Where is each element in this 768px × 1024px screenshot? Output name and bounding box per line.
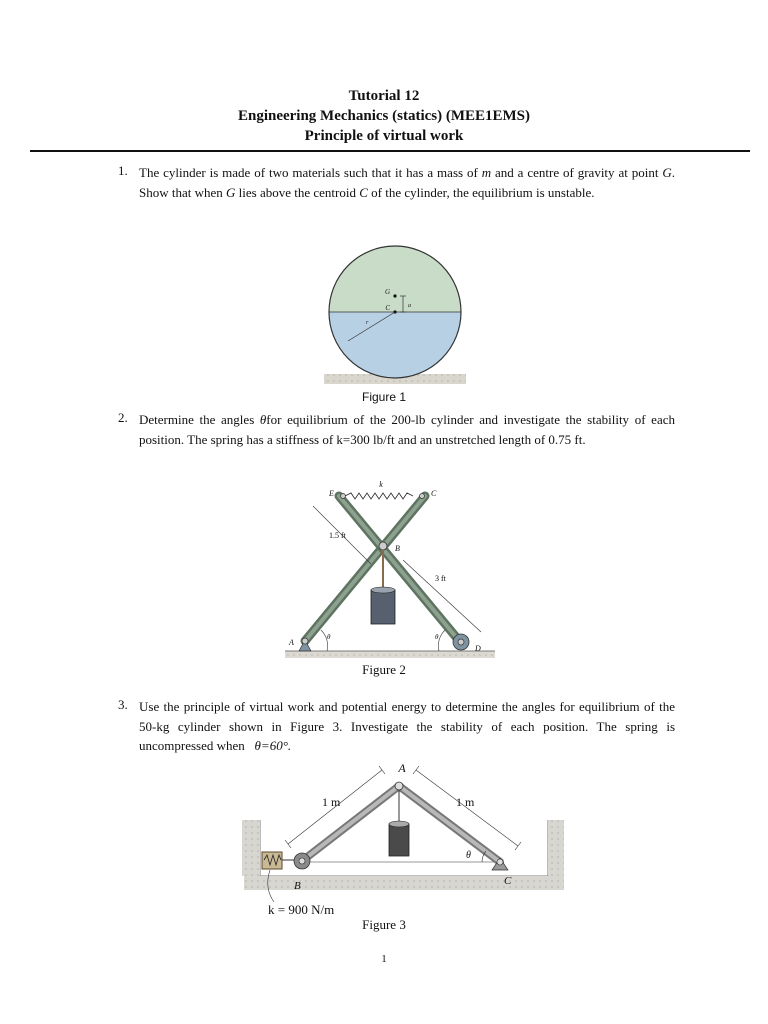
tutorial-title: Tutorial 12 bbox=[348, 88, 420, 104]
figure-2-caption: Figure 2 bbox=[362, 662, 406, 677]
q1-text: The cylinder is made of two materials such that it has a mass of m and a centre of gravity at point G. Show that when G lies above the centroid C of the cylinder, the equilibrium is unstable. bbox=[139, 165, 675, 200]
label-c: C bbox=[504, 875, 512, 887]
label-g: G bbox=[384, 288, 390, 296]
figure-1-caption: Figure 1 bbox=[361, 390, 407, 404]
label-spring-k: k = 900 N/m bbox=[268, 902, 335, 917]
label-e: E bbox=[329, 489, 334, 498]
label-theta-left: θ bbox=[327, 633, 331, 641]
q3-number: 3. bbox=[118, 697, 128, 712]
label-a: A bbox=[398, 761, 406, 775]
q3-text: Use the principle of virtual work and potential energy to determine the angles for equilibrium of the 50-kg cylinder shown in Figure 3. Investigate the stability of each position. The spring is uncompressed when θ=60°. bbox=[139, 699, 675, 753]
q2-text: Determine the angles θfor equilibrium of the 200-lb cylinder and investigate the stability of each position. The spring has a stiffness of k=300 lb/ft and an unstretched length of 0.75 ft. bbox=[139, 412, 675, 447]
label-r: r bbox=[366, 320, 369, 326]
label-c: C bbox=[385, 304, 390, 312]
topic-title: Principle of virtual work bbox=[304, 128, 464, 144]
label-theta: θ bbox=[466, 850, 471, 861]
label-1m-right: 1 m bbox=[456, 795, 475, 809]
label-k: k bbox=[379, 480, 383, 489]
figure-2-frame bbox=[285, 478, 505, 660]
label-b: B bbox=[395, 544, 400, 553]
figure-1-cylinder bbox=[320, 246, 470, 386]
label-a: a bbox=[408, 303, 411, 309]
q2-number: 2. bbox=[118, 410, 128, 425]
cylinder-weight bbox=[389, 824, 409, 856]
label-a: A bbox=[289, 638, 294, 647]
label-3-ft: 3 ft bbox=[435, 574, 446, 583]
figure-3-caption: Figure 3 bbox=[362, 917, 406, 932]
figure-3-frame bbox=[238, 758, 570, 918]
course-title: Engineering Mechanics (statics) (MEE1EMS) bbox=[237, 108, 531, 124]
page-number: 1 bbox=[381, 953, 387, 965]
cylinder-weight bbox=[371, 590, 395, 624]
label-b: B bbox=[294, 880, 301, 892]
label-theta-right: θ bbox=[435, 633, 439, 641]
label-1m-left: 1 m bbox=[322, 795, 341, 809]
pin-a bbox=[395, 782, 403, 790]
label-d: D bbox=[475, 644, 481, 653]
header-rule bbox=[30, 150, 750, 152]
label-c: C bbox=[431, 489, 437, 498]
label-1-5-ft: 1.5 ft bbox=[329, 531, 346, 540]
q1-number: 1. bbox=[118, 163, 128, 178]
point-g bbox=[393, 294, 396, 297]
spring bbox=[345, 493, 413, 499]
